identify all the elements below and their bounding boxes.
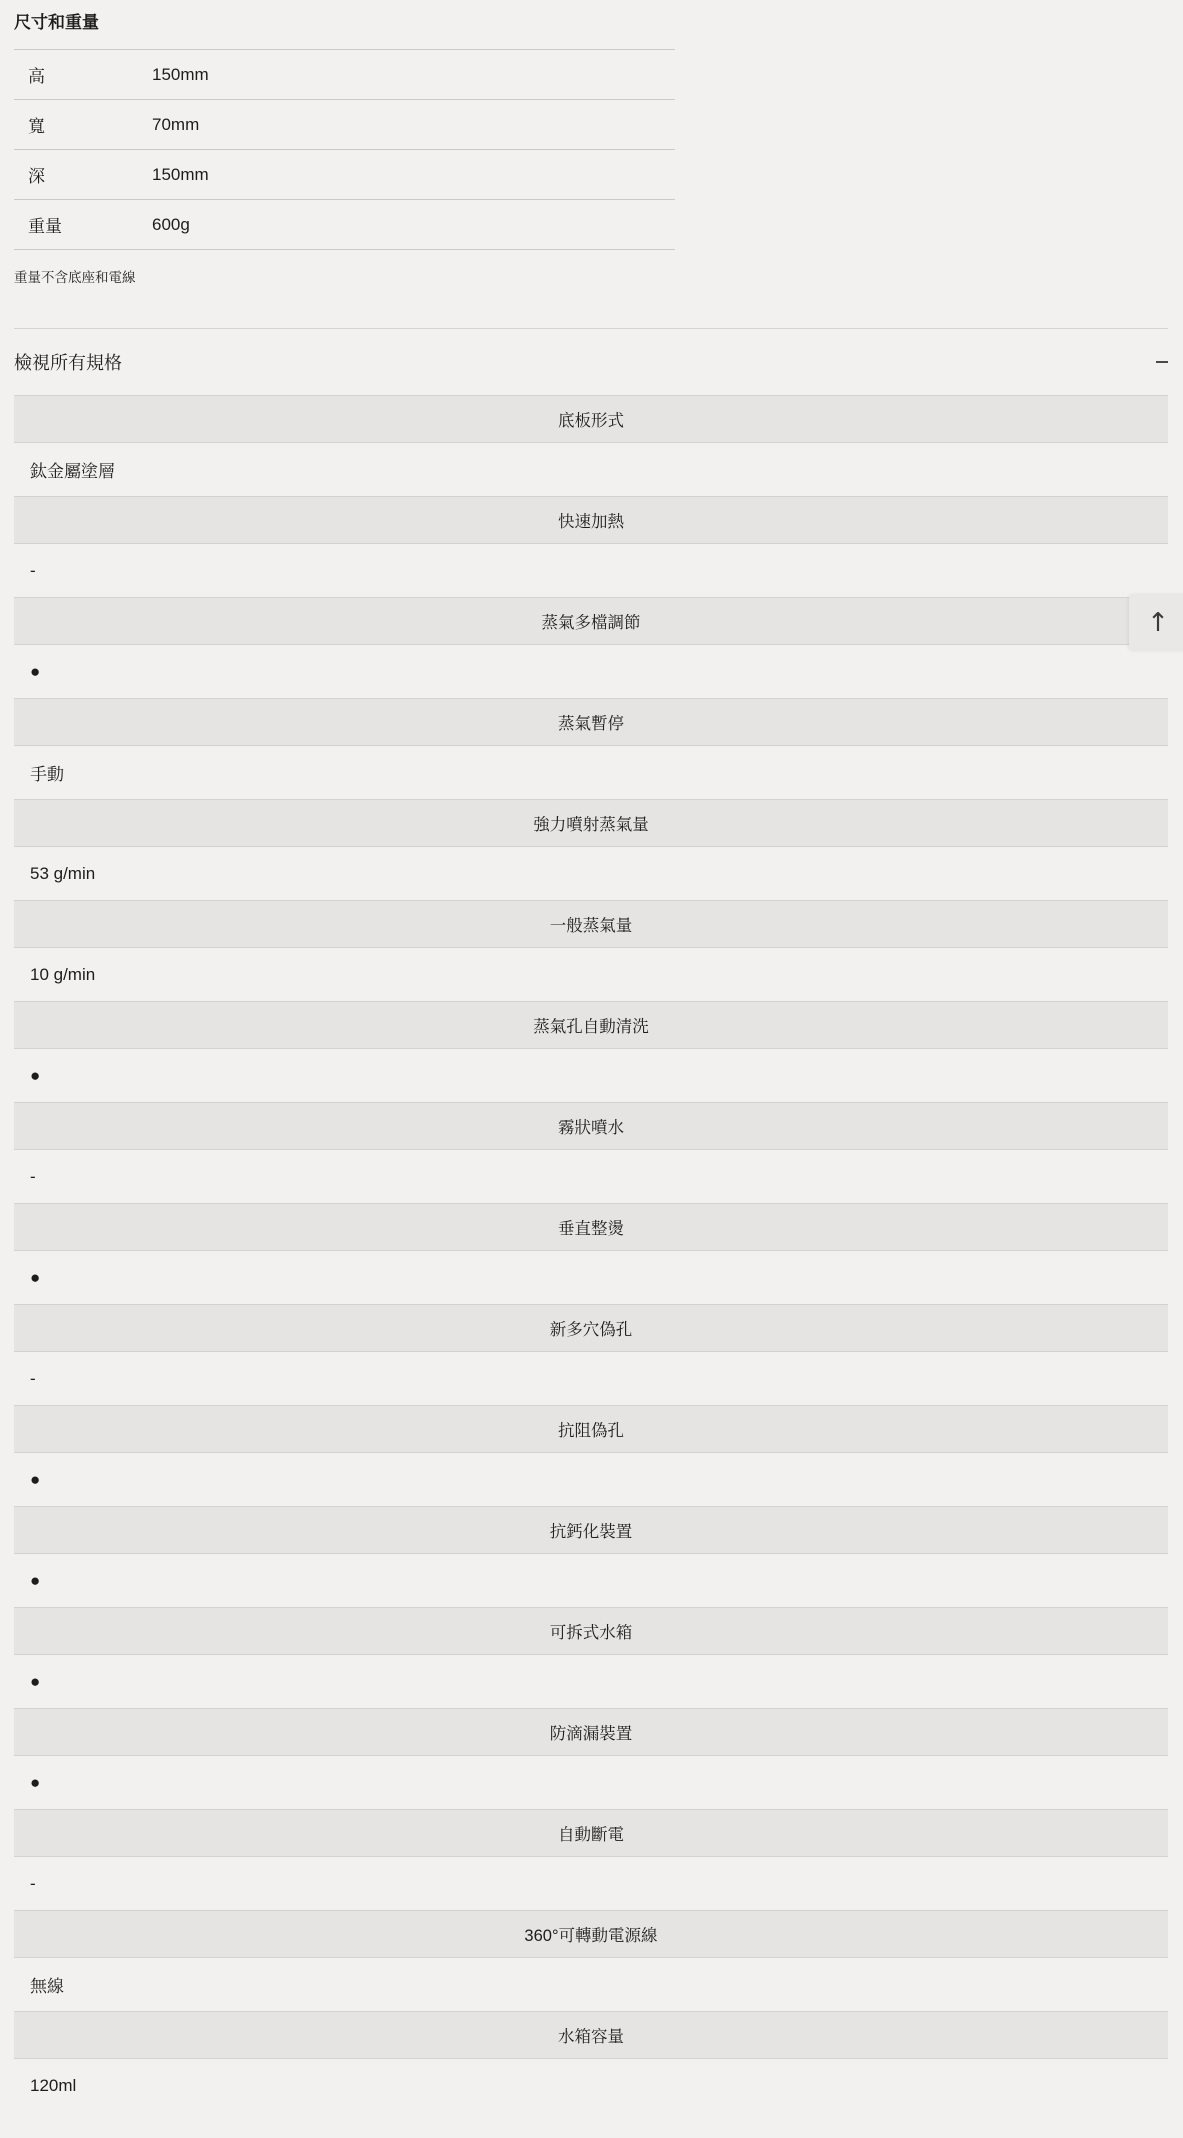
spec-header-bar bbox=[14, 1001, 1168, 1049]
spec-value: - bbox=[30, 1166, 36, 1186]
spec-label: 底板形式 bbox=[558, 412, 624, 430]
spec-value-row bbox=[14, 1554, 1168, 1607]
spec-header-bar bbox=[14, 1607, 1168, 1655]
spec-label: 防滴漏裝置 bbox=[549, 1725, 633, 1743]
spec-value-row bbox=[14, 645, 1168, 698]
arrow-up-icon: ↑ bbox=[1147, 607, 1169, 638]
spec-header-bar bbox=[14, 799, 1168, 847]
specs-title: 檢視所有規格 bbox=[14, 353, 122, 373]
specs-header bbox=[14, 329, 1168, 395]
spec-header-bar bbox=[14, 1809, 1168, 1857]
spec-value-row bbox=[14, 1453, 1168, 1506]
spec-value-row bbox=[14, 1655, 1168, 1708]
dimensions-section bbox=[14, 0, 1168, 286]
spec-value: 無線 bbox=[30, 1977, 64, 1996]
spec-value: 鈦金屬塗層 bbox=[30, 462, 115, 481]
spec-label: 強力噴射蒸氣量 bbox=[533, 816, 649, 834]
spec-value-row bbox=[14, 847, 1168, 900]
spec-value-row bbox=[14, 1251, 1168, 1304]
dimensions-table bbox=[14, 49, 675, 250]
spec-value: ● bbox=[30, 1570, 41, 1590]
spec-value-row bbox=[14, 948, 1168, 1001]
spec-value: ● bbox=[30, 1267, 41, 1287]
spec-header-bar bbox=[14, 597, 1168, 645]
spec-label: 蒸氣孔自動清洗 bbox=[533, 1018, 649, 1036]
spec-value-row bbox=[14, 544, 1168, 597]
spec-value-row bbox=[14, 443, 1168, 496]
spec-value: ● bbox=[30, 1065, 41, 1085]
spec-header-bar bbox=[14, 1203, 1168, 1251]
spec-label: 蒸氣暫停 bbox=[558, 715, 624, 733]
spec-value-row bbox=[14, 1958, 1168, 2011]
spec-label: 垂直整燙 bbox=[558, 1220, 624, 1238]
spec-label: 可拆式水箱 bbox=[549, 1624, 633, 1642]
spec-label: 蒸氣多檔調節 bbox=[541, 614, 641, 632]
dimensions-note: 重量不含底座和電線 bbox=[14, 270, 136, 285]
spec-value: ● bbox=[30, 1671, 41, 1691]
dimension-row bbox=[14, 150, 675, 200]
dimension-value: 70mm bbox=[152, 114, 200, 134]
spec-value-row bbox=[14, 1857, 1168, 1910]
spec-header-bar bbox=[14, 1506, 1168, 1554]
spec-value-row bbox=[14, 1756, 1168, 1809]
spec-value: ● bbox=[30, 1772, 41, 1792]
spec-header-bar bbox=[14, 2011, 1168, 2059]
spec-value: 53 g/min bbox=[30, 863, 96, 883]
dimension-row bbox=[14, 100, 675, 150]
spec-header-bar bbox=[14, 1102, 1168, 1150]
spec-header-bar bbox=[14, 1304, 1168, 1352]
spec-label: 水箱容量 bbox=[558, 2028, 624, 2046]
spec-value-row bbox=[14, 2059, 1168, 2112]
spec-value-row bbox=[14, 746, 1168, 799]
spec-label: 快速加熱 bbox=[558, 513, 624, 531]
back-to-top-button[interactable] bbox=[1129, 595, 1183, 650]
dimension-row bbox=[14, 200, 675, 250]
spec-label: 霧狀噴水 bbox=[558, 1119, 624, 1137]
spec-header-bar bbox=[14, 1910, 1168, 1958]
dimension-label: 深 bbox=[28, 167, 45, 186]
spec-label: 新多穴偽孔 bbox=[549, 1321, 633, 1339]
spec-header-bar bbox=[14, 1708, 1168, 1756]
spec-header-bar bbox=[14, 900, 1168, 948]
spec-value: - bbox=[30, 1873, 36, 1893]
specs-section bbox=[14, 329, 1168, 2112]
spec-value-row bbox=[14, 1049, 1168, 1102]
dimension-row bbox=[14, 50, 675, 100]
dimensions-title: 尺寸和重量 bbox=[14, 13, 99, 32]
dimension-value: 150mm bbox=[152, 164, 209, 184]
collapse-specs-button[interactable] bbox=[1146, 351, 1168, 373]
dimension-label: 高 bbox=[28, 67, 45, 86]
spec-label: 自動斷電 bbox=[558, 1826, 624, 1844]
spec-value-row bbox=[14, 1352, 1168, 1405]
spec-label: 360°可轉動電源線 bbox=[524, 1927, 658, 1945]
minus-icon bbox=[1156, 361, 1168, 363]
spec-value-row bbox=[14, 1150, 1168, 1203]
content-area bbox=[14, 0, 1168, 2112]
spec-header-bar bbox=[14, 698, 1168, 746]
spec-value: - bbox=[30, 1368, 36, 1388]
spec-value: - bbox=[30, 560, 36, 580]
dimension-value: 150mm bbox=[152, 64, 209, 84]
specs-list bbox=[14, 395, 1168, 2112]
spec-header-bar bbox=[14, 395, 1168, 443]
spec-value: ● bbox=[30, 661, 41, 681]
spec-value: 10 g/min bbox=[30, 964, 96, 984]
spec-label: 抗阻偽孔 bbox=[558, 1422, 624, 1440]
dimension-label: 重量 bbox=[28, 217, 62, 236]
spec-value: ● bbox=[30, 1469, 41, 1489]
spec-header-bar bbox=[14, 496, 1168, 544]
spec-label: 抗鈣化裝置 bbox=[549, 1523, 633, 1541]
spec-value: 手動 bbox=[30, 765, 64, 784]
dimension-value: 600g bbox=[152, 214, 190, 234]
spec-header-bar bbox=[14, 1405, 1168, 1453]
spec-value: 120ml bbox=[30, 2075, 77, 2095]
dimension-label: 寬 bbox=[28, 117, 45, 136]
spec-label: 一般蒸氣量 bbox=[549, 917, 633, 935]
